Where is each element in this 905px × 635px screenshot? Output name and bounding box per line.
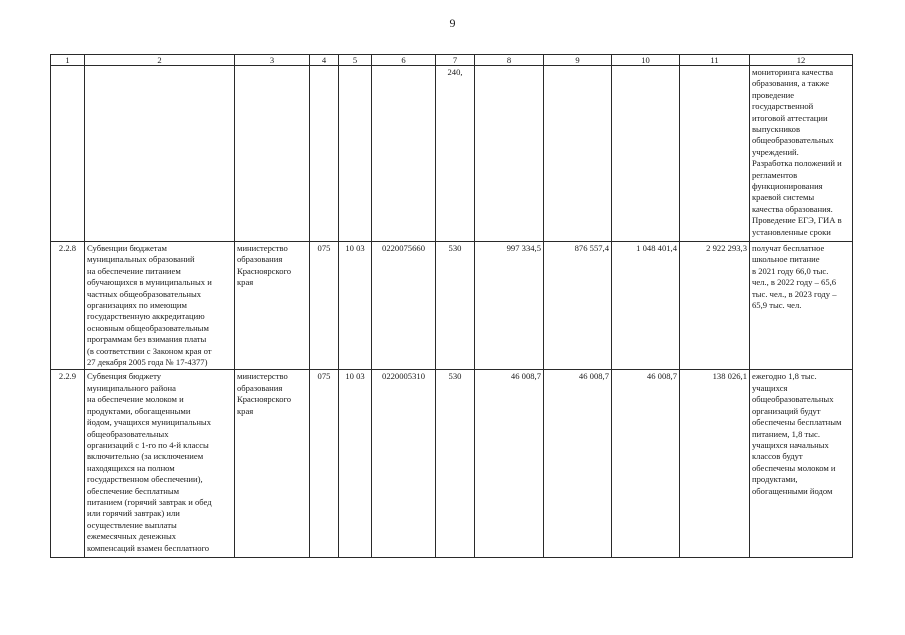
cell-total: 2 922 293,3 [680, 242, 750, 370]
cell-grbs [310, 66, 339, 242]
cell-csr: 0220075660 [372, 242, 436, 370]
cell-grbs: 075 [310, 242, 339, 370]
cell-result: ежегодно 1,8 тыс. учащихся общеобразовательных организаций будут обеспечены бесплатным питанием, 1,8 тыс. учащихся начальных классов будут обеспечены молоком и продуктами, обогащенными йодом [750, 370, 853, 558]
cell-vr: 530 [436, 242, 475, 370]
column-header: 2 [85, 55, 235, 66]
cell-result: мониторинга качества образования, а также проведение государственной итоговой аттестации выпускников общеобразовательных учреждений. Разработка положений и регламентов функционирования краевой системы качества образования. Проведение ЕГЭ, ГИА в установленные сроки [750, 66, 853, 242]
cell-name: Субвенции бюджетам муниципальных образований на обеспечение питанием обучающихся в муниципальных и частных общеобразовательных организациях по имеющим государственную аккредитацию основным общеобразовательным программам без взимания платы (в соответствии с Законом края от 27 декабря 2005 года № 17-4377) [85, 242, 235, 370]
cell-rzpr [339, 66, 372, 242]
cell-num [51, 66, 85, 242]
table-row-continuation [51, 66, 853, 242]
cell-result: получат бесплатное школьное питание в 2021 году 66,0 тыс. чел., в 2022 году – 65,6 тыс. чел., в 2023 году – 65,9 тыс. чел. [750, 242, 853, 370]
cell-2022 [544, 66, 612, 242]
cell-2023 [612, 66, 680, 242]
column-header: 10 [612, 55, 680, 66]
cell-name [85, 66, 235, 242]
column-header: 3 [235, 55, 310, 66]
cell-rzpr: 10 03 [339, 370, 372, 558]
program-activities-table [50, 54, 853, 558]
column-number-row [51, 55, 853, 66]
column-header: 4 [310, 55, 339, 66]
table-row [51, 242, 853, 370]
cell-csr [372, 66, 436, 242]
cell-2022: 876 557,4 [544, 242, 612, 370]
cell-2022: 46 008,7 [544, 370, 612, 558]
cell-executor: министерство образования Красноярского края [235, 242, 310, 370]
column-header: 9 [544, 55, 612, 66]
cell-2023: 46 008,7 [612, 370, 680, 558]
cell-2021: 46 008,7 [475, 370, 544, 558]
cell-num: 2.2.8 [51, 242, 85, 370]
cell-total: 138 026,1 [680, 370, 750, 558]
cell-vr: 530 [436, 370, 475, 558]
table-row [51, 370, 853, 558]
cell-2021 [475, 66, 544, 242]
cell-vr: 240, [436, 66, 475, 242]
column-header: 8 [475, 55, 544, 66]
cell-rzpr: 10 03 [339, 242, 372, 370]
column-header: 11 [680, 55, 750, 66]
column-header: 7 [436, 55, 475, 66]
cell-csr: 0220005310 [372, 370, 436, 558]
cell-2021: 997 334,5 [475, 242, 544, 370]
cell-grbs: 075 [310, 370, 339, 558]
cell-name: Субвенция бюджету муниципального района на обеспечение молоком и продуктами, обогащенными йодом, учащихся муниципальных общеобразовательных организаций с 1-го по 4-й классы включительно (за исключением находящихся на полном государственном обеспечении), обеспечение бесплатным питанием (горячий завтрак и обед или горячий завтрак) или осуществление выплаты ежемесячных денежных компенсаций взамен бесплатного [85, 370, 235, 558]
cell-2023: 1 048 401,4 [612, 242, 680, 370]
cell-executor [235, 66, 310, 242]
cell-num: 2.2.9 [51, 370, 85, 558]
cell-executor: министерство образования Красноярского края [235, 370, 310, 558]
column-header: 1 [51, 55, 85, 66]
cell-total [680, 66, 750, 242]
column-header: 5 [339, 55, 372, 66]
page-number: 9 [449, 16, 456, 30]
column-header: 6 [372, 55, 436, 66]
column-header: 12 [750, 55, 853, 66]
